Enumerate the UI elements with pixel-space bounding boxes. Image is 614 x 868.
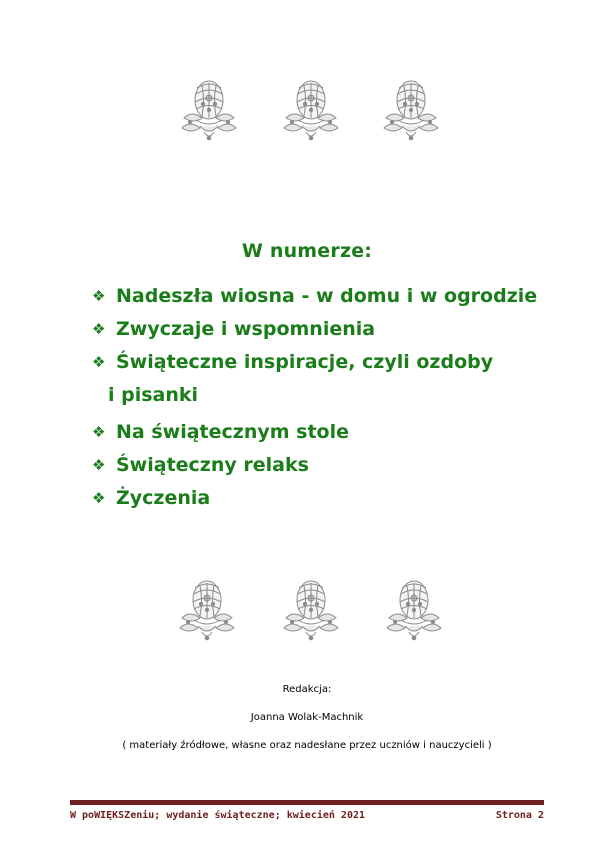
toc-item-text: Świąteczne inspiracje, czyli ozdoby bbox=[116, 351, 494, 373]
diamond-bullet-icon: ❖ bbox=[92, 353, 106, 371]
diamond-bullet-icon: ❖ bbox=[92, 320, 106, 338]
editor-name: Joanna Wolak-Machnik bbox=[250, 712, 364, 723]
bottom-ornament-row bbox=[0, 574, 614, 644]
footer-divider bbox=[70, 800, 544, 805]
toc-item bbox=[92, 451, 537, 484]
toc-item-continuation bbox=[92, 381, 537, 418]
toc-list bbox=[92, 282, 537, 517]
diamond-bullet-icon: ❖ bbox=[92, 489, 106, 507]
top-ornament-row bbox=[0, 74, 614, 144]
easter-egg-ornament-icon bbox=[380, 74, 442, 144]
diamond-bullet-icon: ❖ bbox=[92, 456, 106, 474]
diamond-bullet-icon: ❖ bbox=[92, 423, 106, 441]
toc-item-text: Na świątecznym stole bbox=[116, 421, 349, 443]
page-number: Strona 2 bbox=[495, 810, 544, 821]
page-footer bbox=[70, 810, 544, 824]
easter-egg-ornament-icon bbox=[178, 74, 240, 144]
toc-item bbox=[92, 282, 537, 315]
toc-item bbox=[92, 484, 537, 517]
easter-egg-ornament-icon bbox=[383, 574, 445, 644]
toc-item bbox=[92, 348, 537, 381]
easter-egg-ornament-icon bbox=[280, 74, 342, 144]
toc-item-continuation-text: i pisanki bbox=[108, 384, 199, 406]
toc-item bbox=[92, 315, 537, 348]
easter-egg-ornament-icon bbox=[176, 574, 238, 644]
toc-item bbox=[92, 418, 537, 451]
editorial-label: Redakcja: bbox=[282, 684, 332, 695]
toc-item-text: Życzenia bbox=[116, 487, 211, 509]
editorial-note: ( materiały źródłowe, własne oraz nadesłane przez uczniów i nauczycieli ) bbox=[122, 740, 492, 751]
toc-title: W numerze: bbox=[241, 240, 373, 262]
toc-item-text: Świąteczny relaks bbox=[116, 454, 309, 476]
diamond-bullet-icon: ❖ bbox=[92, 287, 106, 305]
footer-publication-info: W poWIĘKSZeniu; wydanie świąteczne; kwiecień 2021 bbox=[70, 810, 366, 821]
easter-egg-ornament-icon bbox=[280, 574, 342, 644]
toc-item-text: Zwyczaje i wspomnienia bbox=[116, 318, 376, 340]
toc-item-text: Nadeszła wiosna - w domu i w ogrodzie bbox=[116, 285, 538, 307]
